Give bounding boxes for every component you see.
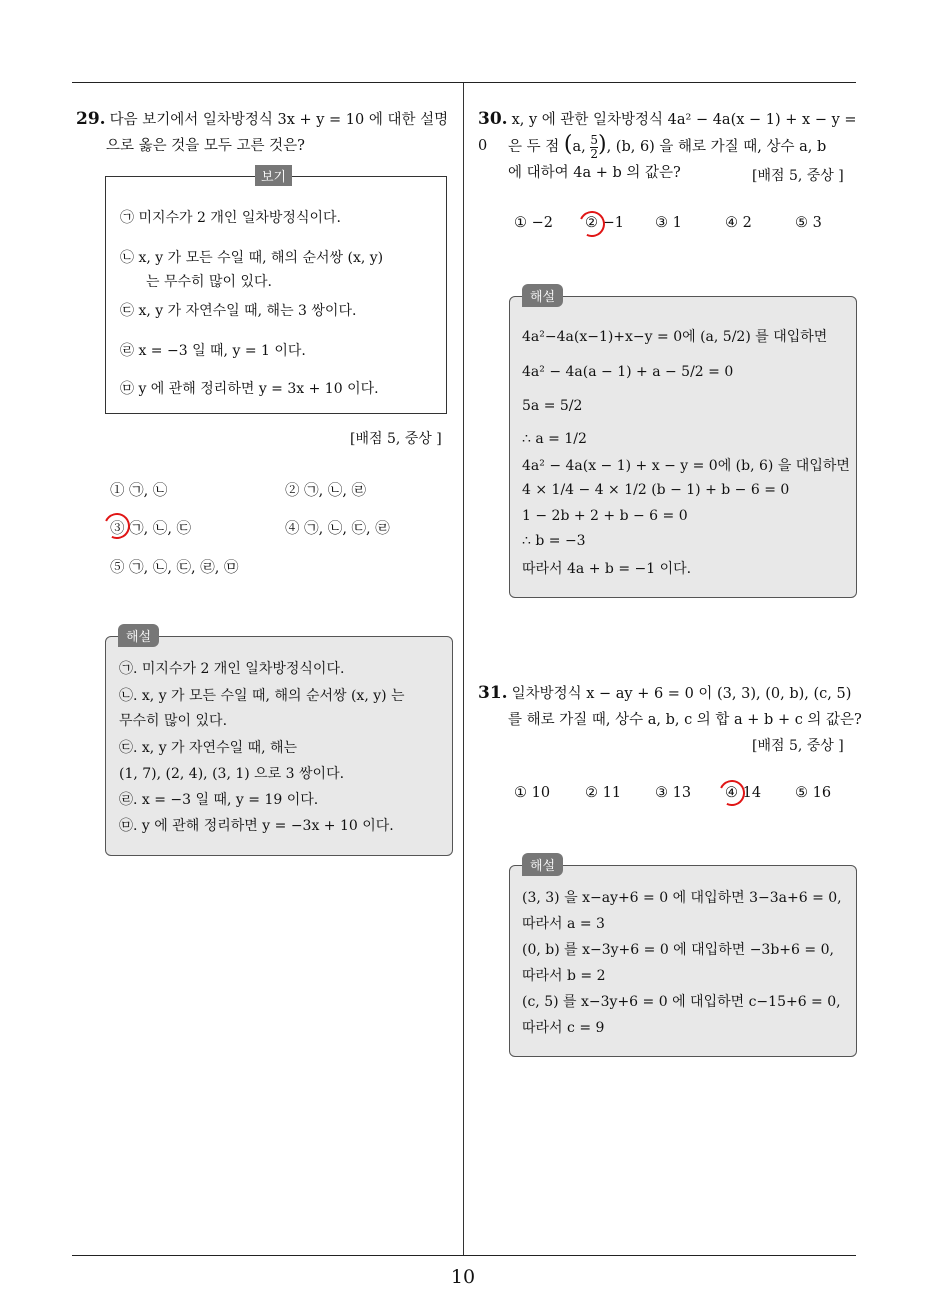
solution-line: ∴ a = 1/2 <box>522 431 587 447</box>
solution-line: 따라서 a = 3 <box>522 916 605 932</box>
bogi-item: ㉠ 미지수가 2 개인 일차방정식이다. <box>120 210 341 226</box>
choice-3[interactable]: ③ 1 <box>655 215 682 231</box>
question-number: 30. <box>478 109 508 129</box>
question-29 <box>76 106 456 159</box>
choice-2[interactable]: ② −1 <box>585 215 624 231</box>
solution-line: ㉡. x, y 가 모든 수일 때, 해의 순서쌍 (x, y) 는 <box>119 688 405 704</box>
question-text: x, y 에 관한 일차방정식 4a² − 4a(x − 1) + x − y = 0 <box>478 112 857 154</box>
solution-line: ㉤. y 에 관해 정리하면 y = −3x + 10 이다. <box>119 818 394 834</box>
bogi-title: 보기 <box>255 165 292 186</box>
point-a: a, <box>572 139 586 155</box>
solution-tag: 해설 <box>118 624 159 647</box>
question-text: 은 두 점 <box>508 139 560 155</box>
bogi-item: ㉢ x, y 가 자연수일 때, 해는 3 쌍이다. <box>120 303 357 319</box>
choice-4[interactable]: ④ 2 <box>725 215 752 231</box>
solution-line: (c, 5) 를 x−3y+6 = 0 에 대입하면 c−15+6 = 0, <box>522 994 841 1010</box>
solution-line: 따라서 4a + b = −1 이다. <box>522 561 692 577</box>
score-label: [배점 5, 중상 ] <box>350 431 442 447</box>
solution-line: (1, 7), (2, 4), (3, 1) 으로 3 쌍이다. <box>119 766 345 782</box>
choice-5[interactable]: ⑤ 16 <box>795 785 832 801</box>
question-number: 29. <box>76 109 106 129</box>
question-text: , (b, 6) 을 해로 가질 때, 상수 a, b <box>606 139 827 155</box>
fraction-numerator: 5 <box>590 132 598 147</box>
solution-line: (3, 3) 을 x−ay+6 = 0 에 대입하면 3−3a+6 = 0, <box>522 890 842 906</box>
column-divider <box>463 83 464 1255</box>
bogi-item: ㉡ x, y 가 모든 수일 때, 해의 순서쌍 (x, y) <box>120 250 384 266</box>
solution-line: ㉠. 미지수가 2 개인 일차방정식이다. <box>119 661 345 677</box>
solution-tag: 해설 <box>522 853 563 876</box>
solution-line: 따라서 c = 9 <box>522 1020 605 1036</box>
question-text: 으로 옳은 것을 모두 고른 것은? <box>106 138 305 154</box>
page-number: 10 <box>450 1266 476 1288</box>
fraction <box>590 134 598 161</box>
choice-1[interactable]: ① 10 <box>514 785 551 801</box>
choice-1[interactable]: ① −2 <box>514 215 553 231</box>
question-30-line2 <box>508 132 826 161</box>
bogi-item: 는 무수히 많이 있다. <box>146 274 272 290</box>
question-text: 일차방정식 x − ay + 6 = 0 이 (3, 3), (0, b), (c, 5) <box>511 686 852 702</box>
bottom-rule <box>72 1255 856 1256</box>
choice-2[interactable]: ② ㉠, ㉡, ㉣ <box>285 483 367 499</box>
question-text: 를 해로 가질 때, 상수 a, b, c 의 합 a + b + c 의 값은? <box>508 712 862 728</box>
choice-4[interactable]: ④ 14 <box>725 785 762 801</box>
choice-5[interactable]: ⑤ 3 <box>795 215 822 231</box>
choice-2[interactable]: ② 11 <box>585 785 622 801</box>
solution-line: 4a² − 4a(x − 1) + x − y = 0에 (b, 6) 을 대입하면 <box>522 458 850 474</box>
solution-line: 따라서 b = 2 <box>522 968 606 984</box>
solution-line: ∴ b = −3 <box>522 533 586 549</box>
solution-line: 5a = 5/2 <box>522 398 583 414</box>
score-label: [배점 5, 중상 ] <box>752 738 844 754</box>
question-text: 다음 보기에서 일차방정식 3x + y = 10 에 대한 설명 <box>109 112 449 128</box>
solution-line: ㉣. x = −3 일 때, y = 19 이다. <box>119 792 319 808</box>
question-number: 31. <box>478 683 508 703</box>
answer-circle-mark <box>715 776 748 809</box>
question-text: 에 대하여 4a + b 의 값은? <box>508 165 681 181</box>
solution-tag: 해설 <box>522 284 563 307</box>
paren-close: ) <box>597 132 607 157</box>
solution-line: 4 × 1/4 − 4 × 1/2 (b − 1) + b − 6 = 0 <box>522 482 790 498</box>
solution-line: 무수히 많이 있다. <box>119 713 228 729</box>
answer-circle-mark <box>575 207 608 240</box>
solution-line: ㉢. x, y 가 자연수일 때, 해는 <box>119 740 298 756</box>
paren-open: ( <box>563 132 573 157</box>
solution-line: (0, b) 를 x−3y+6 = 0 에 대입하면 −3b+6 = 0, <box>522 942 834 958</box>
bogi-item: ㉤ y 에 관해 정리하면 y = 3x + 10 이다. <box>120 381 379 397</box>
question-31 <box>478 680 868 733</box>
choice-4[interactable]: ④ ㉠, ㉡, ㉢, ㉣ <box>285 521 390 537</box>
choice-3[interactable]: ③ 13 <box>655 785 692 801</box>
choice-3[interactable]: ③ ㉠, ㉡, ㉢ <box>110 521 192 537</box>
solution-line: 4a²−4a(x−1)+x−y = 0에 (a, 5/2) 를 대입하면 <box>522 329 828 345</box>
solution-line: 4a² − 4a(a − 1) + a − 5/2 = 0 <box>522 364 734 380</box>
choice-1[interactable]: ① ㉠, ㉡ <box>110 483 168 499</box>
solution-line: 1 − 2b + 2 + b − 6 = 0 <box>522 508 688 524</box>
fraction-denominator: 2 <box>590 146 598 161</box>
choice-5[interactable]: ⑤ ㉠, ㉡, ㉢, ㉣, ㉤ <box>110 560 239 576</box>
score-label: [배점 5, 중상 ] <box>752 168 844 184</box>
top-rule <box>72 82 856 83</box>
bogi-item: ㉣ x = −3 일 때, y = 1 이다. <box>120 343 306 359</box>
